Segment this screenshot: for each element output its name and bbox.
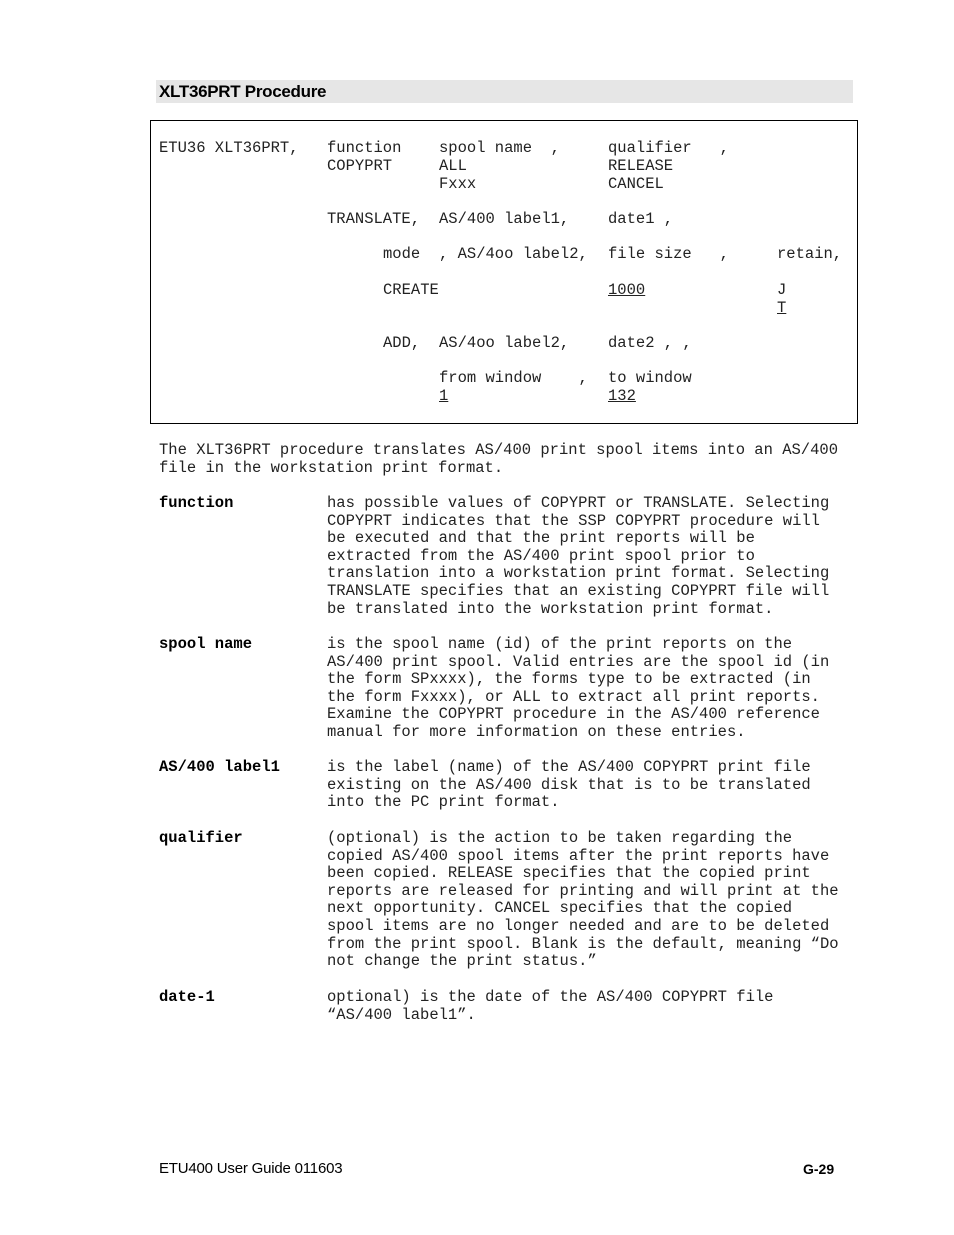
syntax-all: ALL xyxy=(439,157,467,175)
definition-spool-name: is the spool name (id) of the print reports on the AS/400 print spool. Valid entries are the spool id (in the form SPxxxx), the forms type to be extracted (in the form Fxxxx), or ALL to extract all print reports. Examine the COPYPRT procedure in the AS/400 reference manual for more information on these entries. xyxy=(327,635,830,741)
syntax-cancel: CANCEL xyxy=(608,175,664,193)
syntax-file-size-default: 1000 xyxy=(608,281,646,299)
syntax-date2: date2 , , xyxy=(608,334,692,352)
intro-paragraph: The XLT36PRT procedure translates AS/400 print spool items into an AS/400 file in the workstation print format. xyxy=(159,441,839,477)
term-spool-name: spool name xyxy=(159,635,253,653)
syntax-retain-t-default: T xyxy=(777,299,787,317)
syntax-qualifier: qualifier , xyxy=(608,139,729,157)
syntax-label1: AS/400 label1, xyxy=(439,210,570,228)
definition-as400-label1: is the label (name) of the AS/400 COPYPRT print file existing on the AS/400 disk that is to be translated into the PC print format. xyxy=(327,758,811,812)
syntax-from-window-default: 1 xyxy=(439,387,449,405)
syntax-copyprt: COPYPRT xyxy=(327,157,393,175)
definition-date-1: optional) is the date of the AS/400 COPYPRT file “AS/400 label1”. xyxy=(327,988,774,1024)
syntax-date1: date1 , xyxy=(608,210,674,228)
term-function: function xyxy=(159,494,234,512)
term-as400-label1: AS/400 label1 xyxy=(159,758,280,776)
section-heading xyxy=(156,80,853,103)
syntax-add-label2: AS/4oo label2, xyxy=(439,334,570,352)
syntax-mode: mode xyxy=(383,245,421,263)
syntax-to-window: to window xyxy=(608,369,692,387)
section-heading-text: XLT36PRT Procedure xyxy=(159,82,327,101)
syntax-box xyxy=(150,120,858,424)
syntax-procedure: ETU36 XLT36PRT, xyxy=(159,139,299,157)
syntax-create: CREATE xyxy=(383,281,439,299)
syntax-release: RELEASE xyxy=(608,157,674,175)
footer-page-number: G-29 xyxy=(803,1161,835,1177)
syntax-translate: TRANSLATE, xyxy=(327,210,421,228)
syntax-fxxx: Fxxx xyxy=(439,175,477,193)
syntax-retain: retain, xyxy=(777,245,843,263)
syntax-retain-j: J xyxy=(777,281,787,299)
syntax-to-window-default: 132 xyxy=(608,387,636,405)
definition-qualifier: (optional) is the action to be taken regarding the copied AS/400 spool items after the print reports have been copied. RELEASE specifies that the copied print reports are released for printing and will print at the next opportunity. CANCEL specifies that the copied spool items are no longer needed and are to be deleted from the print spool. Blank is the default, meaning “Do not change the print status.” xyxy=(327,829,839,971)
syntax-function: function xyxy=(327,139,402,157)
term-date-1: date-1 xyxy=(159,988,215,1006)
syntax-from-window: from window , xyxy=(439,369,588,387)
term-qualifier: qualifier xyxy=(159,829,243,847)
footer-title: ETU400 User Guide 011603 xyxy=(159,1160,343,1177)
syntax-label2: , AS/4oo label2, xyxy=(439,245,588,263)
syntax-add: ADD, xyxy=(383,334,421,352)
definition-function: has possible values of COPYPRT or TRANSLATE. Selecting COPYPRT indicates that the SSP COPYPRT procedure will be executed and that the print reports will be extracted from the AS/400 print spool prior to translation into a workstation print format. Selecting TRANSLATE specifies that an existing COPYPRT file will be translated into the workstation print format. xyxy=(327,494,830,618)
syntax-spool-name: spool name , xyxy=(439,139,560,157)
syntax-file-size: file size , xyxy=(608,245,729,263)
